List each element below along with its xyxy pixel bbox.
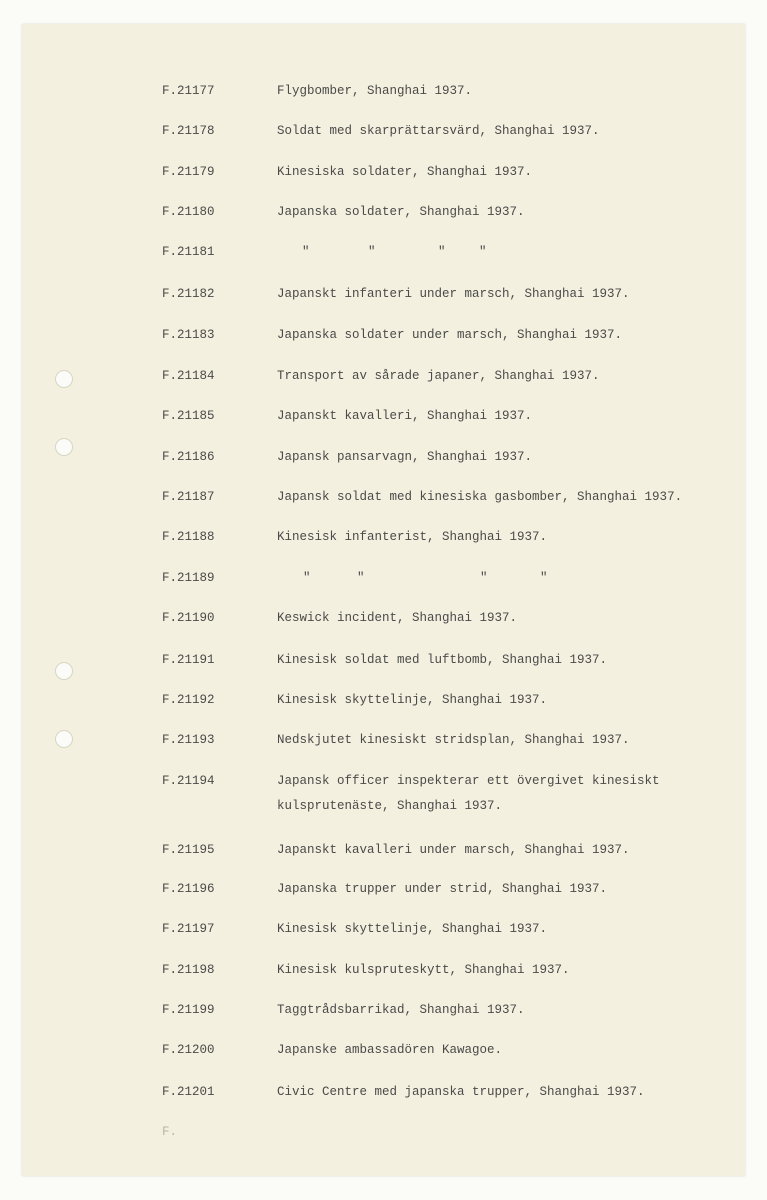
entry-description-continued: kulsprutenäste, Shanghai 1937. — [277, 799, 503, 813]
entry-description: Japanskt kavalleri, Shanghai 1937. — [277, 409, 533, 423]
entry-description: Soldat med skarprättarsvärd, Shanghai 1937. — [277, 124, 600, 138]
entry-description: Japanska soldater under marsch, Shanghai 1937. — [277, 328, 623, 342]
entry-description: Taggtrådsbarrikad, Shanghai 1937. — [277, 1003, 525, 1017]
entry-id: F.21177 — [162, 84, 215, 98]
entry-description: Japansk officer inspekterar ett övergivet kinesiskt — [277, 774, 660, 788]
entry-id: F.21181 — [162, 245, 215, 259]
punch-hole — [55, 438, 73, 456]
entry-id: F.21182 — [162, 287, 215, 301]
entry-id: F. — [162, 1125, 178, 1139]
entry-id: F.21183 — [162, 328, 215, 342]
entry-description: Japanska soldater, Shanghai 1937. — [277, 205, 525, 219]
entry-id: F.21192 — [162, 693, 215, 707]
entry-id: F.21198 — [162, 963, 215, 977]
punch-hole — [55, 370, 73, 388]
punch-hole — [55, 662, 73, 680]
entry-id: F.21196 — [162, 882, 215, 896]
entry-id: F.21190 — [162, 611, 215, 625]
entry-id: F.21193 — [162, 733, 215, 747]
entry-description: Kinesisk skyttelinje, Shanghai 1937. — [277, 693, 548, 707]
ditto-mark: " — [438, 245, 446, 259]
entry-id: F.21200 — [162, 1043, 215, 1057]
entry-description: Kinesiska soldater, Shanghai 1937. — [277, 165, 533, 179]
entry-description: Civic Centre med japanska trupper, Shanghai 1937. — [277, 1085, 645, 1099]
entry-description: Japansk pansarvagn, Shanghai 1937. — [277, 450, 533, 464]
entry-id: F.21188 — [162, 530, 215, 544]
ditto-mark: " — [303, 571, 311, 585]
entry-id: F.21179 — [162, 165, 215, 179]
ditto-mark: " — [368, 245, 376, 259]
entry-description: Kinesisk skyttelinje, Shanghai 1937. — [277, 922, 548, 936]
entry-id: F.21194 — [162, 774, 215, 788]
entry-id: F.21184 — [162, 369, 215, 383]
ditto-mark: " — [302, 245, 310, 259]
entry-description: Japansk soldat med kinesiska gasbomber, Shanghai 1937. — [277, 490, 683, 504]
entry-id: F.21180 — [162, 205, 215, 219]
entry-id: F.21191 — [162, 653, 215, 667]
ditto-mark: " — [480, 571, 488, 585]
entry-description: Kinesisk soldat med luftbomb, Shanghai 1937. — [277, 653, 608, 667]
entry-description: Transport av sårade japaner, Shanghai 1937. — [277, 369, 600, 383]
entry-description: Kinesisk infanterist, Shanghai 1937. — [277, 530, 548, 544]
entry-id: F.21197 — [162, 922, 215, 936]
entry-description: Keswick incident, Shanghai 1937. — [277, 611, 518, 625]
entry-description: Kinesisk kulspruteskytt, Shanghai 1937. — [277, 963, 570, 977]
entry-description: Flygbomber, Shanghai 1937. — [277, 84, 473, 98]
ditto-mark: " — [357, 571, 365, 585]
entry-id: F.21186 — [162, 450, 215, 464]
entry-description: Japanske ambassadören Kawagoe. — [277, 1043, 503, 1057]
entry-description: Japanskt kavalleri under marsch, Shanghai 1937. — [277, 843, 630, 857]
ditto-mark: " — [479, 245, 487, 259]
entry-description: Japanskt infanteri under marsch, Shanghai 1937. — [277, 287, 630, 301]
entry-description: Nedskjutet kinesiskt stridsplan, Shanghai 1937. — [277, 733, 630, 747]
entry-id: F.21185 — [162, 409, 215, 423]
entry-id: F.21187 — [162, 490, 215, 504]
entry-id: F.21178 — [162, 124, 215, 138]
punch-hole — [55, 730, 73, 748]
entry-id: F.21189 — [162, 571, 215, 585]
entry-id: F.21195 — [162, 843, 215, 857]
entry-id: F.21201 — [162, 1085, 215, 1099]
ditto-mark: " — [540, 571, 548, 585]
entry-id: F.21199 — [162, 1003, 215, 1017]
entry-description: Japanska trupper under strid, Shanghai 1937. — [277, 882, 608, 896]
